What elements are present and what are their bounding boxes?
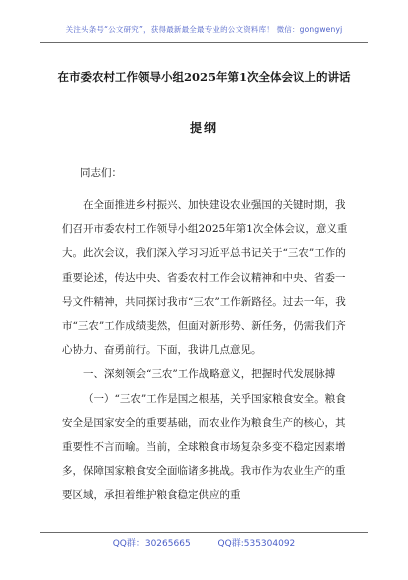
paragraph-intro: 在全面推进乡村振兴、加快建设农业强国的关键时期，我们召开市委农村工作领导小组2025年第1次全体会议，意义重大。此次会议，我们深入学习习近平总书记关于“三农”工作的重要论述，传达中央、省委农村工作会议精神和中央、省委一号文件精神，共同探讨我市“三农”工作新路径。过去一年，我市“三农”工作成绩斐然，但面对新形势、新任务，仍需我们齐心协力、奋勇前行。下面，我讲几点意见。 — [62, 199, 348, 357]
document-body — [62, 193, 348, 508]
salutation: 同志们： — [80, 167, 122, 179]
document-subtitle: 提纲 — [189, 121, 218, 135]
paragraph-section-1: （一）“三农”工作是国之根基，关乎国家粮食安全。粮食安全是国家安全的重要基础，而农业作为粮食生产的核心，其重要性不言而喻。当前，全球粮食市场复杂多变不稳定因素增多，保障国家粮食安全面临诸多挑战。我市作为农业生产的重要区域，承担着维护粮食稳定供应的重 — [62, 392, 346, 502]
header-divider — [40, 42, 368, 43]
footer-qq-group-1: QQ群：30265665 — [112, 539, 191, 549]
footer — [0, 536, 408, 549]
header-banner: 关注头条号“公文研究”，获得最新最全最专业的公文资料库！ 微信：gongwenyj — [65, 25, 343, 34]
footer-divider — [40, 532, 368, 533]
footer-qq-group-2: QQ群:535304092 — [217, 539, 296, 549]
section-heading: 一、深刻领会“三农”工作战略意义，把握时代发展脉搏 — [83, 368, 336, 381]
document-title: 在市委农村工作领导小组2025年第1次全体会议上的讲话 — [57, 70, 351, 84]
